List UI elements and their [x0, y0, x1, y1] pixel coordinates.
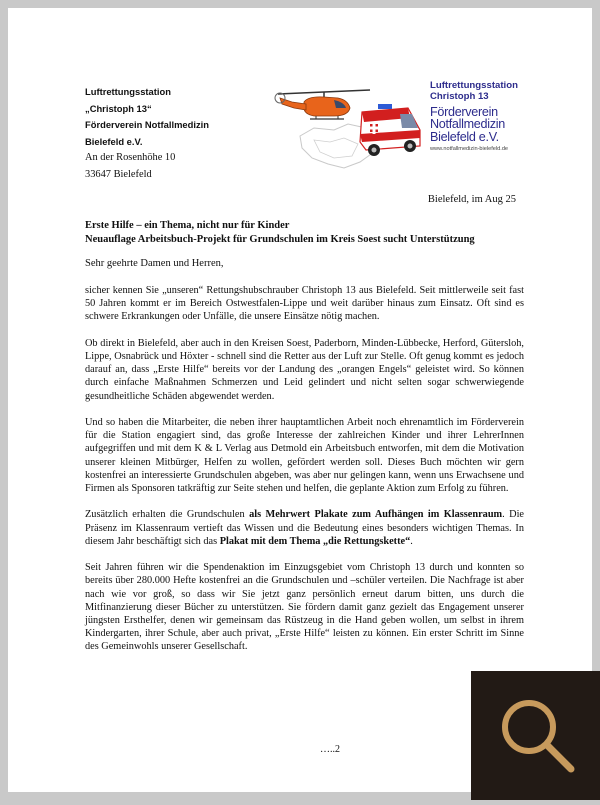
- subject: [85, 219, 525, 247]
- sender-address: [85, 84, 209, 183]
- magnifier-icon: [471, 671, 600, 800]
- paragraph-4-part-a: Zusätzlich erhalten die Grundschulen: [85, 509, 250, 521]
- sender-street: An der Rosenhöhe 10: [85, 152, 176, 163]
- letter-body: [85, 284, 524, 667]
- paragraph-5: Seit Jahren führen wir die Spendenaktion im Einzugsgebiet vom Christoph 13 durch und konnten so bereits über 280.000 Hefte kostenfrei an die Grundschulen und –schüler verteilen. Die Nachfrage ist aber nach wie vor groß, so dass wir Sie jetzt ganz persönlich erneut darum bitten, uns durch die Mitfinanzierung dieser Bücher zu unterstützen. Sie fördern damit ganz gezielt das Engagement unserer jüngsten Ersthelfer, denen wir gemeinsam das Rüstzeug in die Hand geben wollen, um selbst in ihrem Kindergarten, ihrer Schule, aber auch privat, „Erste Hilfe“ leisten zu können. Ein erster Schritt im Sinne des Gemeinwohls unserer Gesellschaft.: [85, 562, 524, 653]
- logo-line-2: Christoph 13: [430, 91, 489, 102]
- sender-city: 33647 Bielefeld: [85, 168, 152, 180]
- paragraph-4-part-c: . Die Präsenz im Klassenraum vertieft das Wissen und die Bedeutung eines besonders wichtigen Themas. In diesem Jahr beschäftigt sich das: [85, 509, 525, 547]
- paragraph-1: sicher kennen Sie „unseren“ Rettungshubschrauber Christoph 13 aus Bielefeld. Seit mittlerweile seit fast 50 Jahren kommt er im Bereich Ostwestfalen-Lippe und weit darüber hinaus zum Einsatz. Oft sind es schwere Erkrankungen oder Unfälle, die unsere Einsätze nötig machen.: [85, 285, 524, 323]
- subject-line-2: Neuauflage Arbeitsbuch-Projekt für Grundschulen im Kreis Soest sucht Unterstützung: [85, 234, 475, 245]
- paragraph-3: Und so haben die Mitarbeiter, die neben ihrer hauptamtlichen Arbeit noch ehrenamtlich im Förderverein für die Station engagiert sind, das große Interesse der zahlreichen Kinder und ihrer LehrerInnen aufgegriffen und mit dem K & L Verlag aus Detmold ein Arbeitsbuch entworfen, mit dem die Motivation unserer kleinen Mitbürger, Helfen zu wollen, gefördert werden soll. Dieses Buch möchten wir gern kostenfrei an interessierte Grundschulen abgeben, was aber nur gelingen kann, wenn uns Erwachsene und Firmen als Sponsoren tatkräftig zur Seite stehen und helfen, die geplante Aktion zum Erfolg zu führen.: [85, 417, 524, 495]
- logo-text: [430, 80, 534, 153]
- paragraph-2: Ob direkt in Bielefeld, aber auch in den Kreisen Soest, Paderborn, Minden-Lübbecke, Herford, Gütersloh, Lippe, Osnabrück und Höxter - schnell sind die Retter aus der Luft zur Stelle. Oft genug kommt es jedoch darauf an, dass „Erste Hilfe“ bereits vor der Landung des „orangen Engels“ geleistet wird. So können durch einfache Maßnahmen Schmerzen und Leid gelindert und nicht selten sogar schwerwiegende gesundheitliche Schäden abgewendet werden.: [85, 337, 524, 402]
- logo-line-4: Notfallmedizin: [430, 117, 505, 132]
- paragraph-4-highlight-2: Plakat mit dem Thema „die Rettungskette“: [219, 535, 411, 547]
- sender-line-3: Förderverein Notfallmedizin: [85, 119, 209, 130]
- helicopter-ambulance-logo-graphic: [274, 80, 434, 174]
- salutation: Sehr geehrte Damen und Herren,: [85, 258, 224, 269]
- paragraph-4-part-e: .: [410, 535, 413, 547]
- subject-line-1: Erste Hilfe – ein Thema, nicht nur für Kinder: [85, 220, 290, 231]
- logo-line-5: Bielefeld e.V.: [430, 129, 499, 144]
- organization-logo: [274, 80, 530, 174]
- page-number: …..2: [320, 744, 340, 755]
- sender-line-1: Luftrettungsstation: [85, 86, 171, 97]
- logo-url: www.notfallmedizin-bielefeld.de: [430, 146, 509, 153]
- zoom-button[interactable]: [471, 671, 600, 800]
- letter-date: Bielefeld, im Aug 25: [427, 194, 516, 205]
- logo-line-3: Förderverein: [430, 105, 498, 119]
- logo-line-1: Luftrettungsstation: [430, 80, 518, 91]
- paragraph-4-highlight-1: als Mehrwert Plakate zum Aufhängen im Klassenraum: [249, 509, 503, 521]
- sender-line-2: „Christoph 13“: [85, 102, 152, 114]
- paragraph-4: [85, 508, 524, 548]
- sender-line-4: Bielefeld e.V.: [85, 135, 143, 147]
